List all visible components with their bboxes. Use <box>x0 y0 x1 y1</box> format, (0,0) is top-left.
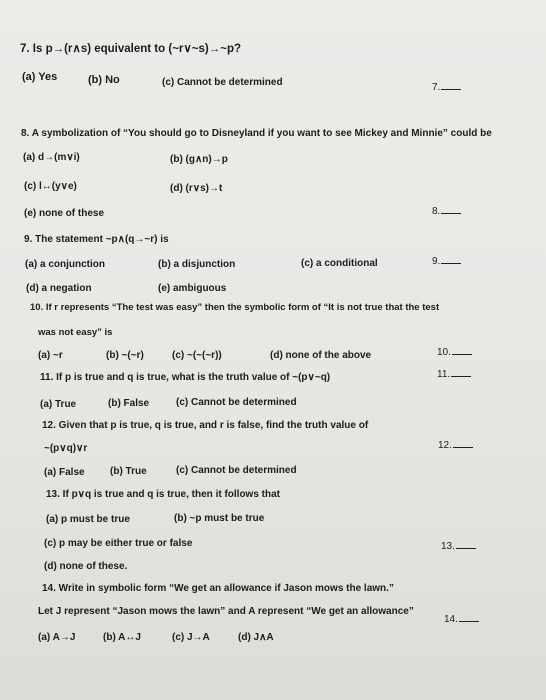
q14-question: 14. Write in symbolic form “We get an allowance if Jason mows the lawn.” <box>42 583 394 594</box>
q10-question-line1: 10. If r represents “The test was easy” then the symbolic form of “It is not true that the test <box>30 302 440 313</box>
q7-question: 7. Is p→(r∧s) equivalent to (~r∨~s)→~p? <box>20 43 242 55</box>
q14-option-b[interactable]: (b) A↔J <box>103 632 141 643</box>
answer-line <box>452 345 472 355</box>
q8-option-e[interactable]: (e) none of these <box>24 208 105 219</box>
q10-option-b[interactable]: (b) ~(~r) <box>106 350 144 361</box>
q13-answer-label: 13. <box>441 541 455 552</box>
q10-option-c[interactable]: (c) ~(~(~r)) <box>172 350 222 361</box>
q9-option-d[interactable]: (d) a negation <box>26 283 92 294</box>
q11-question: 11. If p is true and q is true, what is the truth value of ~(p∨~q) <box>40 372 331 383</box>
q8-answer-blank[interactable] <box>432 204 461 218</box>
q8-option-c[interactable]: (c) l↔(y∨e) <box>24 181 77 192</box>
q9-option-c[interactable]: (c) a conditional <box>301 258 378 269</box>
q11-answer-blank[interactable] <box>437 367 471 381</box>
q13-answer-blank[interactable] <box>441 539 476 553</box>
q9-question: 9. The statement ~p∧(q→~r) is <box>24 234 169 245</box>
q9-answer-blank[interactable] <box>432 254 461 268</box>
q13-option-a[interactable]: (a) p must be true <box>46 514 130 525</box>
q14-option-d[interactable]: (d) J∧A <box>238 632 274 643</box>
answer-line <box>459 612 479 622</box>
answer-line <box>453 438 473 448</box>
q11-option-a[interactable]: (a) True <box>40 399 77 410</box>
q13-option-b[interactable]: (b) ~p must be true <box>174 513 265 524</box>
q10-option-a[interactable]: (a) ~r <box>38 350 63 361</box>
q10-question-line2: was not easy” is <box>38 327 113 338</box>
q13-option-c[interactable]: (c) p may be either true or false <box>44 538 193 549</box>
q8-option-a[interactable]: (a) d→(m∨i) <box>23 152 80 163</box>
q12-option-a[interactable]: (a) False <box>44 467 85 478</box>
q9-option-a[interactable]: (a) a conjunction <box>25 259 105 270</box>
q12-option-b[interactable]: (b) True <box>110 466 147 477</box>
q7-answer-blank[interactable] <box>432 80 461 94</box>
q7-answer-label: 7. <box>432 82 441 93</box>
answer-line <box>441 204 461 214</box>
q11-answer-label: 11. <box>437 369 451 380</box>
q11-option-b[interactable]: (b) False <box>108 398 150 409</box>
answer-line <box>456 539 476 549</box>
q14-answer-label: 14. <box>444 614 458 625</box>
q7-option-b[interactable]: (b) No <box>88 74 120 86</box>
q9-option-e[interactable]: (e) ambiguous <box>158 283 227 294</box>
answer-line <box>451 367 471 377</box>
q14-option-a[interactable]: (a) A→J <box>38 632 76 643</box>
q8-answer-label: 8. <box>432 206 441 217</box>
q9-option-b[interactable]: (b) a disjunction <box>158 259 236 270</box>
q12-question-line1: 12. Given that p is true, q is true, and r is false, find the truth value of <box>42 420 369 431</box>
q10-answer-blank[interactable] <box>437 345 472 359</box>
q13-option-d[interactable]: (d) none of these. <box>44 561 128 572</box>
q7-option-c[interactable]: (c) Cannot be determined <box>162 77 283 88</box>
q14-answer-blank[interactable] <box>444 612 479 626</box>
q8-question: 8. A symbolization of “You should go to Disneyland if you want to see Mickey and Minnie” could be <box>21 128 492 139</box>
q10-answer-label: 10. <box>437 347 451 358</box>
q13-question: 13. If p∨q is true and q is true, then it follows that <box>46 489 281 500</box>
q7-option-a[interactable]: (a) Yes <box>22 71 58 83</box>
answer-line <box>441 80 461 90</box>
q10-option-d[interactable]: (d) none of the above <box>270 350 372 361</box>
answer-line <box>441 254 461 264</box>
q9-answer-label: 9. <box>432 256 441 267</box>
q12-question-line2: ~(p∨q)∨r <box>44 443 88 454</box>
q11-option-c[interactable]: (c) Cannot be determined <box>176 397 297 408</box>
q12-answer-label: 12. <box>438 440 452 451</box>
q14-option-c[interactable]: (c) J→A <box>172 632 210 643</box>
q12-option-c[interactable]: (c) Cannot be determined <box>176 465 297 476</box>
q14-definition: Let J represent “Jason mows the lawn” and A represent “We get an allowance” <box>38 606 414 617</box>
q8-option-b[interactable]: (b) (g∧n)→p <box>170 154 228 165</box>
q12-answer-blank[interactable] <box>438 438 473 452</box>
q8-option-d[interactable]: (d) (r∨s)→t <box>170 183 223 194</box>
